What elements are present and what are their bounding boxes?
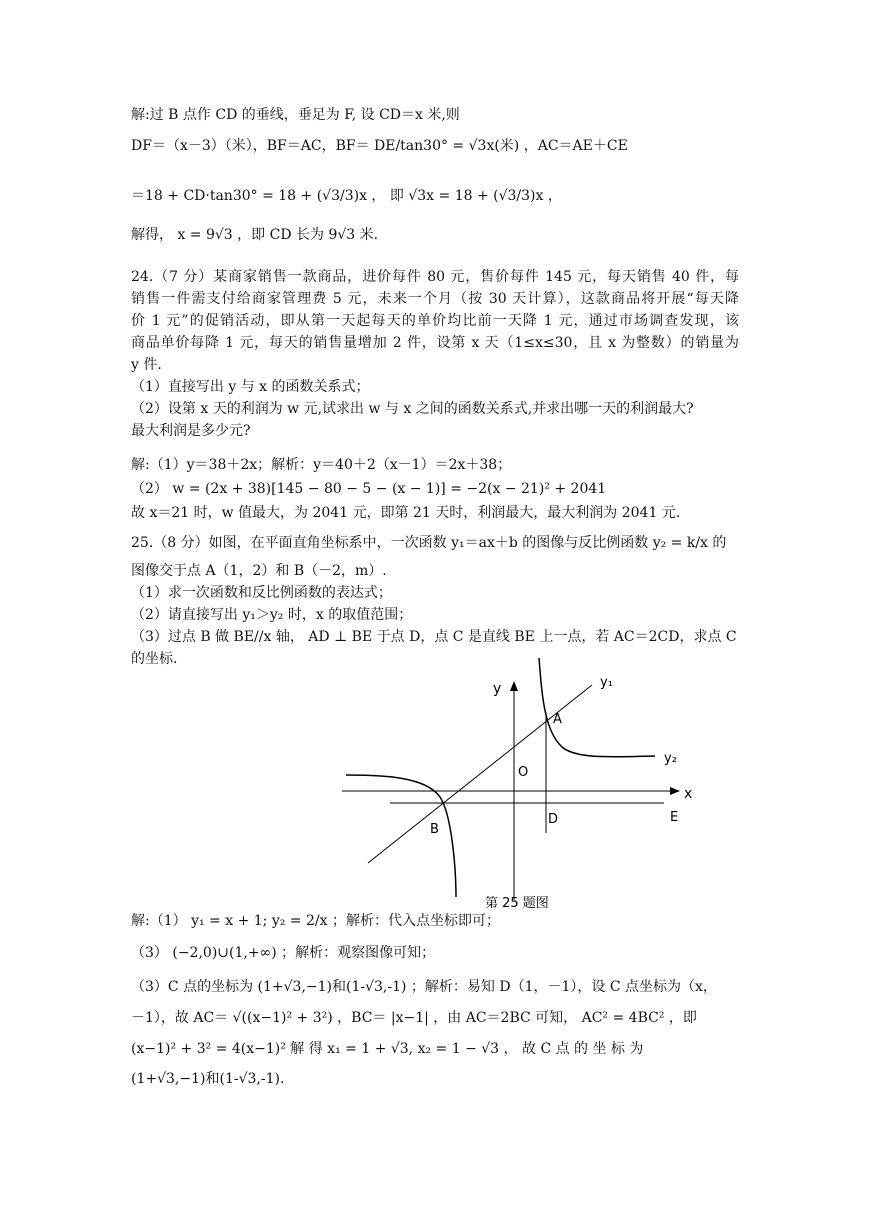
q24-line3: 价 1 元”的促销活动，即从第一天起每天的单价均比前一天降 1 元，通过市场调查发现，该 <box>131 313 739 329</box>
label-x: x <box>684 786 693 802</box>
solution24-line3: 故 x＝21 时，w 值最大，为 2041 元，即第 21 天时，利润最大，最大利润为 2041 元. <box>131 505 681 521</box>
solution23-line1: 解:过 B 点作 CD 的垂线，垂足为 F, 设 CD＝x 米,则 <box>131 107 460 123</box>
q25-line1: 25.（8 分）如图，在平面直角坐标系中，一次函数 y₁＝ax＋b 的图像与反比例函数 y₂ = k/x 的 <box>131 535 727 551</box>
q24-line1: 24.（7 分）某商家销售一款商品，进价每件 80 元，售价每件 145 元，每天销售 40 件，每 <box>131 269 740 285</box>
solution24-line2: （2） w = (2x + 38)[145 − 80 − 5 − (x − 1)] = −2(x − 21)² + 2041 <box>131 481 607 497</box>
label-d: D <box>548 812 559 827</box>
solution25-line5: (x−1)² + 3² = 4(x−1)² 解 得 x₁ = 1 + √3, x₂ = 1 − √3 ， 故 C 点 的 坐 标 为 <box>131 1041 644 1057</box>
figure-caption: 第 25 题图 <box>485 896 549 911</box>
solution25-line4: －1），故 AC＝ √((x−1)² + 3²) ，BC＝ |x−1| ，由 AC＝2BC 可知， AC² = 4BC² ，即 <box>131 1010 697 1026</box>
label-a: A <box>553 712 562 727</box>
q24-part2: （2）设第 x 天的利润为 w 元,试求出 w 与 x 之间的函数关系式,并求出哪一天的利润最大? <box>131 401 694 417</box>
q25-part1: （1）求一次函数和反比例函数的表达式； <box>131 585 392 601</box>
solution23-line3: ＝18 + CD·tan30° = 18 + (√3/3)x ， 即 √3x = 18 + (√3/3)x ， <box>131 188 562 204</box>
q24-line5: y 件. <box>131 357 162 373</box>
q25-part4: 的坐标. <box>131 651 178 667</box>
hyperbola-y2-branch1 <box>539 658 655 757</box>
label-y2: y₂ <box>664 751 677 766</box>
label-e: E <box>670 810 679 825</box>
solution25-line6: (1+√3,−1)和(1-√3,-1). <box>131 1071 285 1087</box>
label-b: B <box>430 822 439 837</box>
label-o: O <box>518 765 529 780</box>
solution25-line2: （3） (−2,0)∪(1,+∞) ；解析：观察图像可知； <box>131 945 436 961</box>
solution25-line3: （3）C 点的坐标为 (1+√3,−1)和(1-√3,-1) ；解析：易知 D（1，－1），设 C 点坐标为（x， <box>131 979 717 995</box>
q24-part1: （1）直接写出 y 与 x 的函数关系式； <box>131 379 370 395</box>
x-axis-arrow <box>670 787 680 795</box>
q25-part3: （3）过点 B 做 BE//x 轴， AD ⊥ BE 于点 D，点 C 是直线 BE 上一点，若 AC＝2CD，求点 C <box>131 629 737 645</box>
solution23-line2: DF＝（x－3）（米），BF＝AC，BF＝ DE/tan30° = √3x(米) ，AC＝AE＋CE <box>131 138 628 154</box>
q24-line2: 销售一件需支付给商家管理费 5 元，未来一个月（按 30 天计算），这款商品将开展“每天降 <box>131 291 739 307</box>
hyperbola-y2-branch2 <box>346 775 456 897</box>
q25-part2: （2）请直接写出 y₁＞y₂ 时，x 的取值范围； <box>131 607 413 623</box>
q24-line4: 商品单价每降 1 元，每天的销售量增加 2 件，设第 x 天（1≤x≤30，且 x 为整数）的销量为 <box>131 335 739 351</box>
solution25-line1: 解:（1） y₁ = x + 1; y₂ = 2/x ；解析：代入点坐标即可； <box>131 913 500 929</box>
q25-figure <box>330 655 710 915</box>
solution24-line1: 解:（1）y＝38＋2x；解析：y＝40＋2（x－1）＝2x＋38； <box>131 457 512 473</box>
label-y1: y₁ <box>600 675 613 690</box>
q25-line2: 图像交于点 A（1，2）和 B（－2，m）. <box>131 563 387 579</box>
y-axis-arrow <box>510 681 518 691</box>
solution23-line4: 解得， x = 9√3 ，即 CD 长为 9√3 米. <box>131 227 379 243</box>
label-y: y <box>493 681 502 697</box>
q24-part3: 最大利润是多少元? <box>131 423 251 439</box>
